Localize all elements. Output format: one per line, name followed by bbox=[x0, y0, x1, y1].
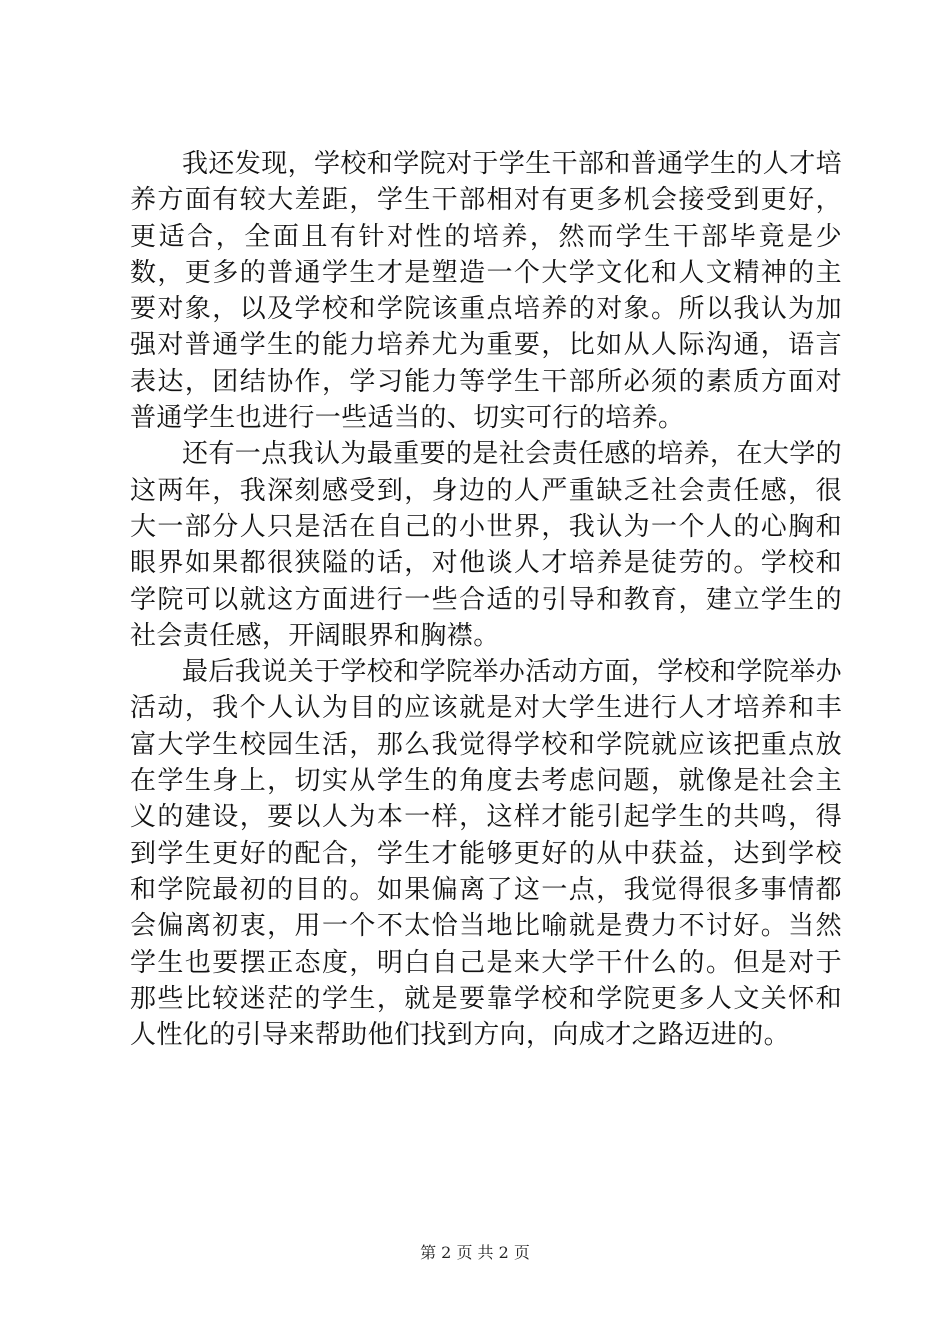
document-body bbox=[130, 146, 842, 1053]
page-number: 第 2 页 共 2 页 bbox=[420, 1243, 530, 1262]
paragraph-activities: 最后我说关于学校和学院举办活动方面，学校和学院举办活动，我个人认为目的应该就是对大学生进行人才培养和丰富大学生校园生活，那么我觉得学校和学院就应该把重点放在学生身上，切实从学生的角度去考虑问题，就像是社会主义的建设，要以人为本一样，这样才能引起学生的共鸣，得到学生更好的配合，学生才能够更好的从中获益，达到学校和学院最初的目的。如果偏离了这一点，我觉得很多事情都会偏离初衷，用一个不太恰当地比喻就是费力不讨好。当然学生也要摆正态度，明白自己是来大学干什么的。但是对于那些比较迷茫的学生，就是要靠学校和学院更多人文关怀和人性化的引导来帮助他们找到方向，向成才之路迈进的。 bbox=[130, 657, 843, 1051]
paragraph-student-cadres: 我还发现，学校和学院对于学生干部和普通学生的人才培养方面有较大差距，学生干部相对有更多机会接受到更好，更适合，全面且有针对性的培养，然而学生干部毕竟是少数，更多的普通学生才是塑造一个大学文化和人文精神的主要对象，以及学校和学院该重点培养的对象。所以我认为加强对普通学生的能力培养尤为重要，比如从人际沟通，语言表达，团结协作，学习能力等学生干部所必须的素质方面对普通学生也进行一些适当的、切实可行的培养。 bbox=[130, 149, 843, 434]
paragraph-social-responsibility: 还有一点我认为最重要的是社会责任感的培养，在大学的这两年，我深刻感受到，身边的人严重缺乏社会责任感，很大一部分人只是活在自己的小世界，我认为一个人的心胸和眼界如果都很狭隘的话，对他谈人才培养是徒劳的。学校和学院可以就这方面进行一些合适的引导和教育，建立学生的社会责任感，开阔眼界和胸襟。 bbox=[130, 439, 843, 651]
